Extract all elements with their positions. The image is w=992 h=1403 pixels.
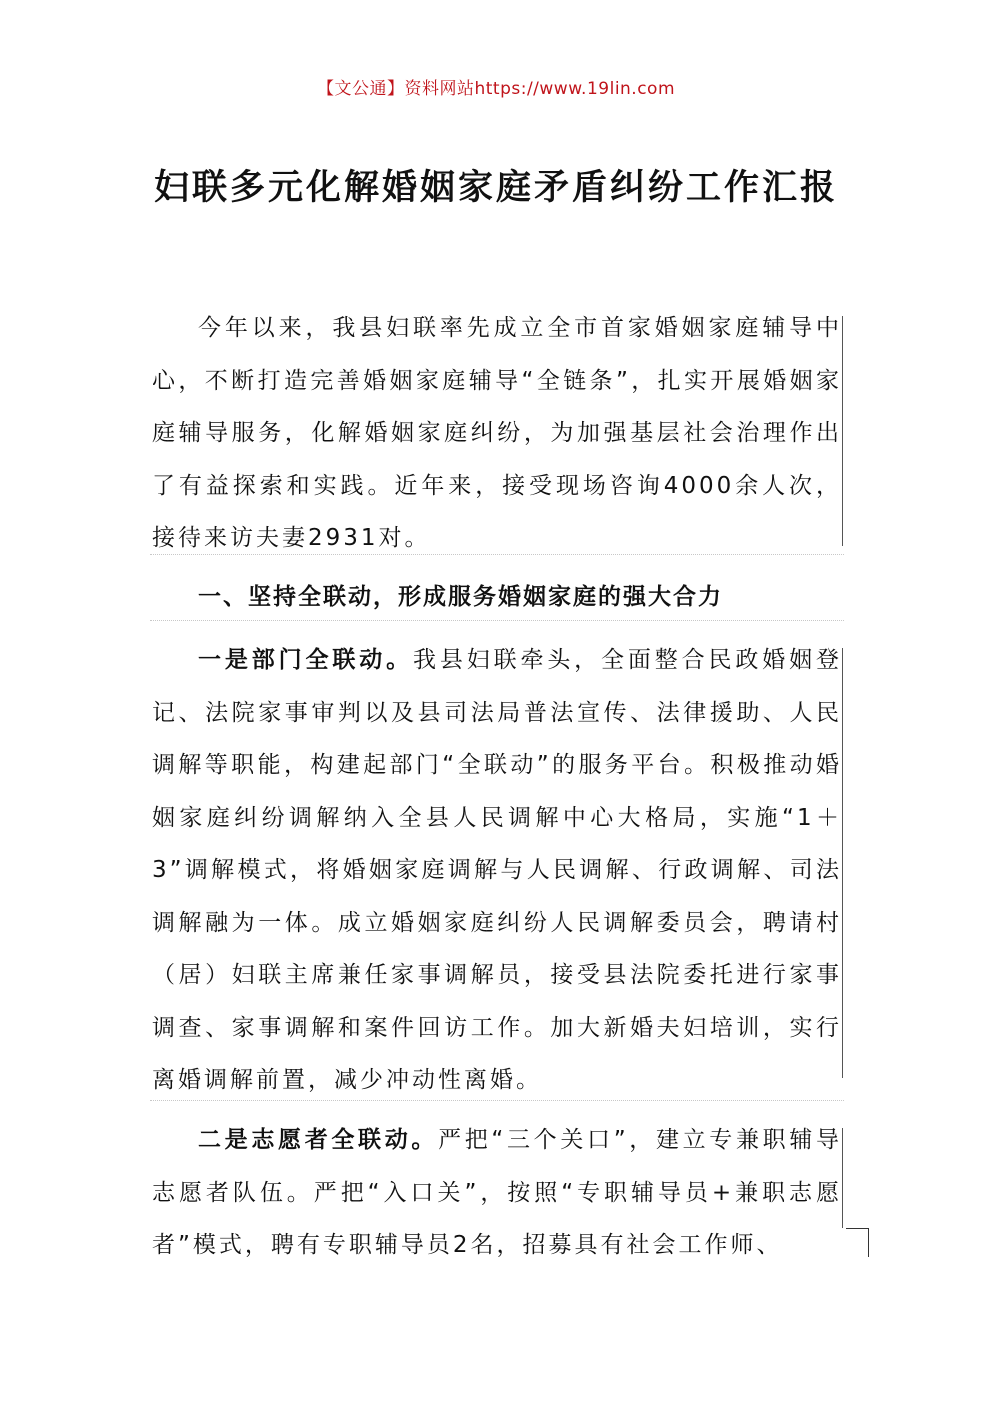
paragraph-body: 严把“三个关口”，建立专兼职辅导志愿者队伍。严把“入口关”，按照“专职辅导员+兼职志愿者”模式，聘有专职辅导员2名，招募具有社会工作师、 — [152, 1127, 842, 1258]
body-paragraph-1 — [152, 634, 842, 1107]
body-paragraph-2 — [152, 1114, 842, 1272]
page-corner-mark — [846, 1228, 869, 1257]
header-site-link[interactable]: 【文公通】资料网站https://www.19lin.com — [316, 79, 676, 99]
document-title: 妇联多元化解婚姻家庭矛盾纠纷工作汇报 — [153, 168, 838, 208]
paragraph-separator — [150, 620, 844, 621]
paragraph-separator — [150, 554, 844, 555]
paragraph-body: 我县妇联牵头，全面整合民政婚姻登记、法院家事审判以及县司法局普法宣传、法律援助、人民调解等职能，构建起部门“全联动”的服务平台。积极推动婚姻家庭纠纷调解纳入全县人民调解中心大格局，实施“1＋3”调解模式，将婚姻家庭调解与人民调解、行政调解、司法调解融为一体。成立婚姻家庭纠纷人民调解委员会，聘请村（居）妇联主席兼任家事调解员，接受县法院委托进行家事调查、家事调解和案件回访工作。加大新婚夫妇培训，实行离婚调解前置，减少冲动性离婚。 — [152, 647, 843, 1093]
section-heading: 一、坚持全联动，形成服务婚姻家庭的强大合力 — [198, 584, 723, 610]
margin-bar — [842, 648, 843, 1078]
margin-bar — [842, 1128, 843, 1228]
paragraph-lead: 二是志愿者全联动。 — [198, 1127, 439, 1153]
margin-bar — [842, 316, 843, 546]
paragraph-separator — [150, 1100, 844, 1101]
paragraph-lead: 一是部门全联动。 — [198, 647, 413, 673]
intro-paragraph: 今年以来，我县妇联率先成立全市首家婚姻家庭辅导中心，不断打造完善婚姻家庭辅导“全链条”，扎实开展婚姻家庭辅导服务，化解婚姻家庭纠纷，为加强基层社会治理作出了有益探索和实践。近年来，接受现场咨询4000余人次，接待来访夫妻2931对。 — [152, 315, 842, 551]
